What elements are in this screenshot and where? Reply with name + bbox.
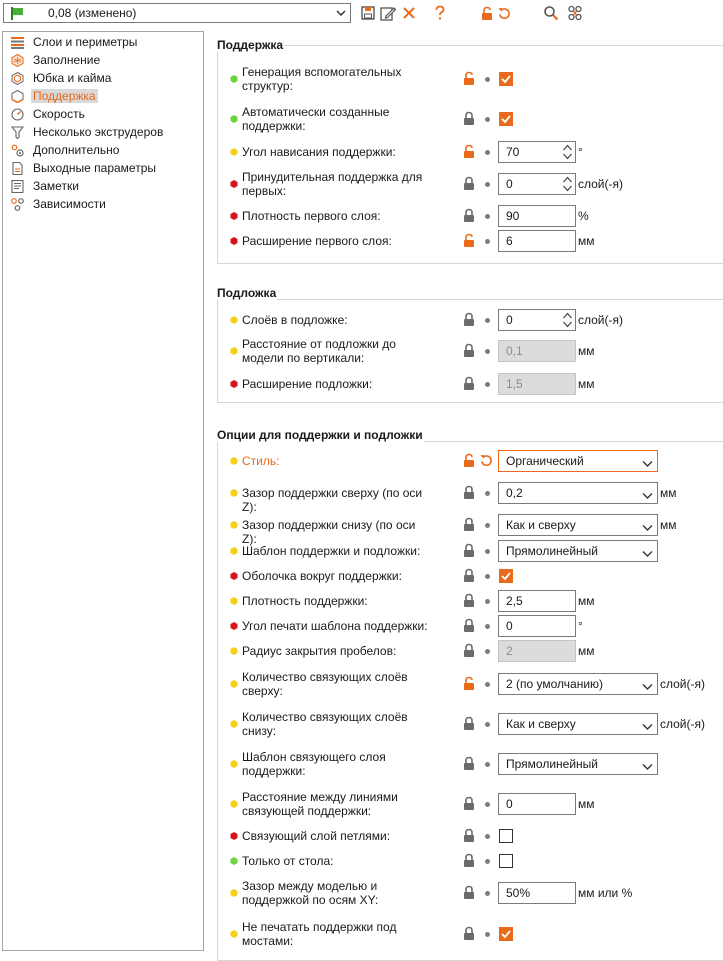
setting-unit: мм или % — [578, 886, 633, 900]
lock-open-icon[interactable] — [463, 144, 476, 159]
field-value: Как и сверху — [506, 717, 576, 731]
field-value: 0 — [506, 619, 513, 633]
lock-open-icon[interactable] — [463, 453, 476, 468]
group-title-options: Опции для поддержки и подложки — [217, 428, 423, 442]
setting-unit: мм — [578, 234, 595, 248]
default-bullet-icon — [485, 382, 490, 387]
setting-select[interactable] — [498, 713, 658, 735]
setting-unit: мм — [578, 344, 595, 358]
default-bullet-icon — [485, 834, 490, 839]
field-value: 90 — [506, 209, 520, 223]
setting-unit: мм — [660, 486, 677, 500]
lock-closed-icon[interactable] — [463, 593, 476, 608]
default-bullet-icon — [485, 523, 490, 528]
setting-input[interactable] — [498, 230, 576, 252]
setting-label: Плотность первого слоя: — [242, 209, 381, 223]
group-title-support: Поддержка — [217, 38, 284, 52]
tree-item-label: Слои и периметры — [33, 35, 138, 49]
lock-closed-icon[interactable] — [463, 543, 476, 558]
check-icon — [499, 927, 513, 941]
setting-unit: % — [578, 209, 589, 223]
default-bullet-icon — [485, 491, 490, 496]
setting-label: Слоёв в подложке: — [242, 313, 348, 327]
field-value: 2 — [506, 644, 513, 658]
extruders-icon — [11, 126, 24, 139]
chevron-down-icon — [336, 8, 346, 18]
tree-item-notes[interactable] — [6, 178, 202, 195]
field-value: 50% — [506, 886, 531, 900]
notes-icon — [11, 180, 24, 193]
lock-closed-icon[interactable] — [463, 568, 476, 583]
tree-item-label: Зависимости — [33, 197, 106, 211]
default-bullet-icon — [485, 77, 490, 82]
chevron-down-icon — [642, 760, 653, 768]
default-bullet-icon — [485, 574, 490, 579]
lock-closed-icon[interactable] — [463, 485, 476, 500]
status-dot-icon — [230, 457, 238, 465]
save-icon — [361, 6, 375, 20]
setting-label: Стиль: — [242, 454, 280, 468]
default-bullet-icon — [485, 214, 490, 219]
setting-unit: слой(-я) — [578, 177, 623, 191]
tree-item-label: Заполнение — [33, 53, 101, 67]
status-dot-icon — [230, 832, 238, 840]
status-dot-icon — [230, 720, 238, 728]
speed-icon — [11, 108, 24, 121]
rename-preset-button[interactable] — [378, 3, 398, 23]
checkbox-checked[interactable] — [499, 569, 513, 583]
chevron-down-icon — [642, 457, 653, 465]
checkbox-checked[interactable] — [499, 112, 513, 126]
lock-closed-icon[interactable] — [463, 756, 476, 771]
skirt-brim-icon — [11, 72, 24, 85]
search-button[interactable] — [541, 3, 561, 23]
tree-item-label: Юбка и кайма — [33, 71, 112, 85]
lock-open-icon[interactable] — [463, 71, 476, 86]
field-value: 2 (по умолчанию) — [506, 677, 604, 691]
setting-label: Угол нависания поддержки: — [242, 145, 396, 159]
default-bullet-icon — [485, 182, 490, 187]
status-dot-icon — [230, 622, 238, 630]
tree-item-extruders[interactable] — [6, 124, 202, 141]
support-icon — [11, 90, 24, 103]
setting-spin-input[interactable] — [498, 141, 576, 163]
default-bullet-icon — [485, 649, 490, 654]
setting-label: Зазор между моделью и поддержкой по осям XY: — [242, 879, 379, 907]
setting-label: Зазор поддержки снизу (по оси Z): — [242, 518, 416, 546]
delete-preset-button[interactable] — [399, 3, 419, 23]
setting-input — [498, 373, 576, 395]
lock-closed-icon[interactable] — [463, 828, 476, 843]
tree-item-label: Поддержка — [33, 89, 96, 103]
tree-item-infill[interactable] — [6, 52, 202, 69]
setting-unit: мм — [578, 377, 595, 391]
group-title-raft: Подложка — [217, 286, 277, 300]
lock-closed-icon[interactable] — [463, 343, 476, 358]
default-bullet-icon — [485, 682, 490, 687]
toolbar — [0, 0, 723, 30]
lock-closed-icon[interactable] — [463, 618, 476, 633]
default-bullet-icon — [485, 549, 490, 554]
field-value: Прямолинейный — [506, 544, 598, 558]
preset-name: 0,08 (изменено) — [48, 6, 137, 20]
status-dot-icon — [230, 800, 238, 808]
flag-icon — [11, 7, 23, 20]
help-button[interactable] — [430, 3, 450, 23]
setting-spin-input[interactable] — [498, 309, 576, 331]
setting-label: Автоматически созданные поддержки: — [242, 105, 390, 133]
setting-select[interactable] — [498, 673, 658, 695]
tree-item-speed[interactable] — [6, 106, 202, 123]
setting-label: Угол печати шаблона поддержки: — [242, 619, 428, 633]
setting-label: Расстояние от подложки до модели по вертикали: — [242, 337, 396, 365]
setting-unit: мм — [578, 594, 595, 608]
tree-item-label: Дополнительно — [33, 143, 120, 157]
setting-input — [498, 340, 576, 362]
compare-icon — [567, 5, 583, 21]
close-icon — [402, 6, 416, 20]
setting-unit: мм — [660, 518, 677, 532]
status-dot-icon — [230, 521, 238, 529]
lock-closed-icon[interactable] — [463, 111, 476, 126]
spin-arrows-icon[interactable] — [562, 311, 573, 329]
status-dot-icon — [230, 547, 238, 555]
setting-unit: мм — [578, 644, 595, 658]
field-value: Органический — [506, 454, 584, 468]
setting-label: Связующий слой петлями: — [242, 829, 391, 843]
status-dot-icon — [230, 115, 238, 123]
setting-label: Только от стола: — [242, 854, 334, 868]
status-dot-icon — [230, 489, 238, 497]
default-bullet-icon — [485, 802, 490, 807]
setting-unit: слой(-я) — [578, 313, 623, 327]
setting-label: Принудительная поддержка для первых: — [242, 170, 423, 198]
lock-open-icon — [481, 6, 493, 21]
field-value: 0,1 — [506, 344, 523, 358]
tree-item-advanced[interactable] — [6, 142, 202, 159]
field-value: 2,5 — [506, 594, 523, 608]
status-dot-icon — [230, 180, 238, 188]
field-value: Как и сверху — [506, 518, 576, 532]
lock-closed-icon[interactable] — [463, 176, 476, 191]
field-value: 6 — [506, 234, 513, 248]
default-bullet-icon — [485, 891, 490, 896]
status-dot-icon — [230, 212, 238, 220]
tree-item-label: Выходные параметры — [33, 161, 157, 175]
field-value: 0 — [506, 177, 513, 191]
undo-icon[interactable] — [479, 453, 495, 469]
infill-icon — [11, 54, 24, 67]
preset-select[interactable] — [3, 3, 351, 23]
status-dot-icon — [230, 760, 238, 768]
default-bullet-icon — [485, 859, 490, 864]
checkbox-checked[interactable] — [499, 927, 513, 941]
check-icon — [499, 72, 513, 86]
setting-input[interactable] — [498, 615, 576, 637]
tree-item-label: Заметки — [33, 179, 79, 193]
dependencies-icon — [11, 198, 24, 211]
lock-closed-icon[interactable] — [463, 376, 476, 391]
setting-unit: слой(-я) — [660, 677, 705, 691]
setting-label: Количество связующих слоёв сверху: — [242, 670, 408, 698]
undo-icon — [497, 6, 512, 21]
setting-label: Шаблон поддержки и подложки: — [242, 544, 421, 558]
setting-select[interactable] — [498, 482, 658, 504]
setting-label: Оболочка вокруг поддержки: — [242, 569, 402, 583]
tree-item-label: Несколько экструдеров — [33, 125, 164, 139]
spin-arrows-icon[interactable] — [562, 175, 573, 193]
field-value: 0 — [506, 797, 513, 811]
status-dot-icon — [230, 597, 238, 605]
setting-select[interactable] — [498, 514, 658, 536]
setting-unit: мм — [578, 797, 595, 811]
default-bullet-icon — [485, 599, 490, 604]
status-dot-icon — [230, 316, 238, 324]
checkbox-unchecked[interactable] — [499, 829, 513, 843]
setting-label: Генерация вспомогательных структур: — [242, 65, 402, 93]
setting-input[interactable] — [498, 205, 576, 227]
spin-arrows-icon[interactable] — [562, 143, 573, 161]
default-bullet-icon — [485, 318, 490, 323]
default-bullet-icon — [485, 117, 490, 122]
field-value: 1,5 — [506, 377, 523, 391]
tree-item-label: Скорость — [33, 107, 85, 121]
setting-input[interactable] — [498, 590, 576, 612]
lock-open-icon[interactable] — [463, 676, 476, 691]
setting-input[interactable] — [498, 793, 576, 815]
output-icon — [11, 162, 24, 175]
advanced-icon — [11, 144, 24, 157]
layers-icon — [11, 36, 24, 49]
lock-closed-icon[interactable] — [463, 885, 476, 900]
edit-icon — [380, 5, 396, 21]
tree-item-skirt[interactable] — [6, 70, 202, 87]
default-bullet-icon — [485, 722, 490, 727]
status-dot-icon — [230, 930, 238, 938]
question-icon — [434, 5, 446, 21]
chevron-down-icon — [642, 680, 653, 688]
setting-unit: слой(-я) — [660, 717, 705, 731]
status-dot-icon — [230, 572, 238, 580]
lock-closed-icon[interactable] — [463, 208, 476, 223]
setting-input[interactable] — [498, 882, 576, 904]
status-dot-icon — [230, 680, 238, 688]
tree-item-support[interactable] — [6, 88, 202, 105]
setting-input — [498, 640, 576, 662]
field-value: 0 — [506, 313, 513, 327]
field-value: Прямолинейный — [506, 757, 598, 771]
setting-label: Шаблон связующего слоя поддержки: — [242, 750, 386, 778]
setting-spin-input[interactable] — [498, 173, 576, 195]
undo-legend-button[interactable] — [494, 3, 514, 23]
status-dot-icon — [230, 347, 238, 355]
status-dot-icon — [230, 857, 238, 865]
lock-closed-icon[interactable] — [463, 796, 476, 811]
search-icon — [543, 5, 559, 21]
chevron-down-icon — [642, 547, 653, 555]
status-dot-icon — [230, 380, 238, 388]
tree-item-output[interactable] — [6, 160, 202, 177]
lock-closed-icon[interactable] — [463, 716, 476, 731]
setting-label: Расширение первого слоя: — [242, 234, 392, 248]
save-preset-button[interactable] — [358, 3, 378, 23]
check-icon — [499, 112, 513, 126]
setting-label: Расстояние между линиями связующей поддержки: — [242, 790, 398, 818]
status-dot-icon — [230, 75, 238, 83]
category-tree — [2, 31, 204, 951]
setting-select[interactable] — [498, 540, 658, 562]
default-bullet-icon — [485, 932, 490, 937]
lock-closed-icon[interactable] — [463, 517, 476, 532]
setting-label: Плотность поддержки: — [242, 594, 368, 608]
tree-item-layers[interactable] — [6, 34, 202, 51]
lock-closed-icon[interactable] — [463, 643, 476, 658]
default-bullet-icon — [485, 762, 490, 767]
setting-select[interactable] — [498, 450, 658, 472]
lock-closed-icon[interactable] — [463, 926, 476, 941]
tree-item-dependencies[interactable] — [6, 196, 202, 213]
setting-unit: ° — [578, 145, 583, 159]
chevron-down-icon — [642, 489, 653, 497]
default-bullet-icon — [485, 150, 490, 155]
checkbox-checked[interactable] — [499, 72, 513, 86]
setting-label: Количество связующих слоёв снизу: — [242, 710, 408, 738]
setting-label: Расширение подложки: — [242, 377, 373, 391]
check-icon — [499, 569, 513, 583]
default-bullet-icon — [485, 624, 490, 629]
lock-open-icon[interactable] — [463, 233, 476, 248]
settings-panel — [206, 31, 723, 951]
default-bullet-icon — [485, 239, 490, 244]
status-dot-icon — [230, 148, 238, 156]
setting-label: Не печатать поддержки под мостами: — [242, 920, 397, 948]
setting-select[interactable] — [498, 753, 658, 775]
status-dot-icon — [230, 889, 238, 897]
checkbox-unchecked[interactable] — [499, 854, 513, 868]
default-bullet-icon — [485, 349, 490, 354]
setting-label: Радиус закрытия пробелов: — [242, 644, 397, 658]
lock-closed-icon[interactable] — [463, 853, 476, 868]
field-value: 0,2 — [506, 486, 523, 500]
chevron-down-icon — [642, 521, 653, 529]
field-value: 70 — [506, 145, 520, 159]
compare-presets-button[interactable] — [565, 3, 585, 23]
status-dot-icon — [230, 647, 238, 655]
lock-closed-icon[interactable] — [463, 312, 476, 327]
setting-label: Зазор поддержки сверху (по оси Z): — [242, 486, 423, 514]
setting-unit: ° — [578, 619, 583, 633]
status-dot-icon — [230, 237, 238, 245]
chevron-down-icon — [642, 720, 653, 728]
